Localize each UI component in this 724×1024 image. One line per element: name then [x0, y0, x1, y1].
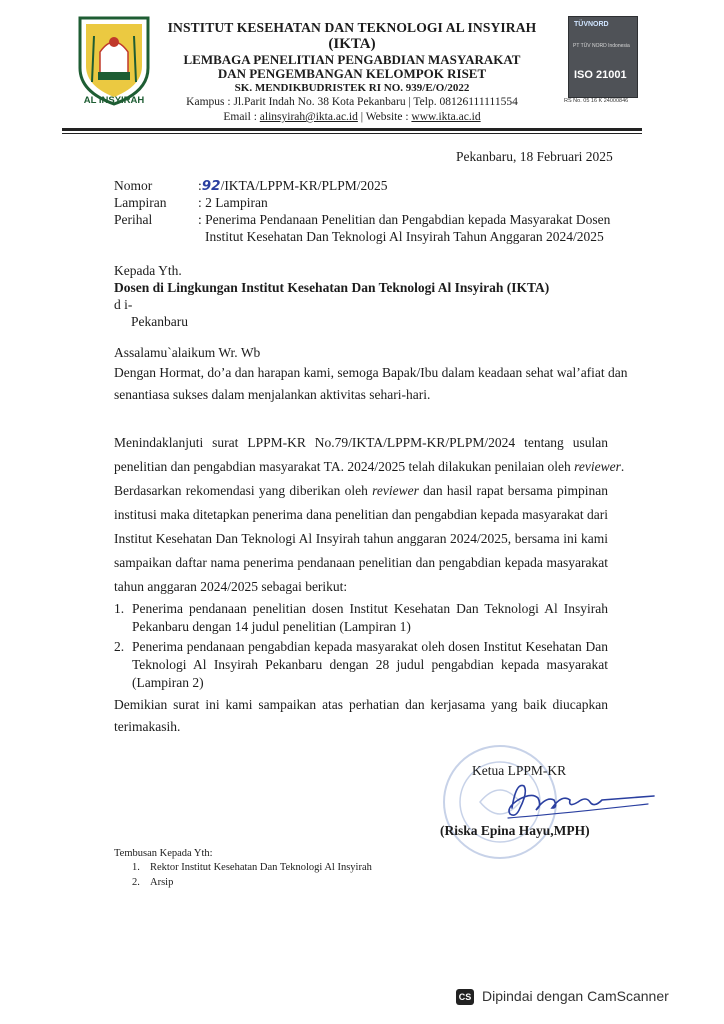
institution-abbreviation: (IKTA)	[328, 36, 376, 52]
number-rest: /IKTA/LPPM-KR/PLPM/2025	[220, 178, 388, 193]
cert-number: RS No. 05 16 K 24000846	[564, 98, 629, 104]
list-number-2: 2.	[114, 639, 125, 654]
cc-number-1: 1.	[132, 862, 140, 873]
cc-item-1: Rektor Institut Kesehatan Dan Teknologi Al Insyirah	[150, 862, 372, 873]
body-line-5: Institut Kesehatan Dan Teknologi Al Insyirah tahun anggaran 2024/2025, bersama ini kami	[114, 531, 608, 546]
signer-role: Ketua LPPM-KR	[472, 763, 567, 778]
contact-line	[162, 110, 542, 125]
place-date: Pekanbaru, 18 Februari 2025	[456, 149, 613, 164]
body-line-6: sampaikan daftar nama penerima pendanaan penelitian dan pengabdian kepada masyarakat	[114, 555, 608, 570]
cc-item-2: Arsip	[150, 877, 174, 888]
list-item-1-line-1: Penerima pendanaan penelitian dosen Institut Kesehatan Dan Teknologi Al Insyirah	[132, 601, 608, 616]
cert-iso: ISO 21001	[574, 69, 627, 81]
list-number-1: 1.	[114, 601, 125, 616]
address-line: Kampus : Jl.Parit Indah No. 38 Kota Pekanbaru | Telp. 08126111111554	[186, 96, 518, 108]
list-item-2-line-3: (Lampiran 2)	[132, 675, 204, 690]
body-line-7: tahun anggaran 2024/2025 sebagai berikut:	[114, 579, 348, 594]
institution-name: INSTITUT KESEHATAN DAN TEKNOLOGI AL INSYIRAH	[167, 20, 537, 35]
number-value: :92/IKTA/LPPM-KR/PLPM/2025	[198, 178, 388, 194]
header-divider-thick	[62, 128, 642, 131]
website-link[interactable]: www.ikta.ac.id	[411, 111, 481, 123]
recipient-name: Dosen di Lingkungan Institut Kesehatan Dan Teknologi Al Insyirah (IKTA)	[114, 280, 550, 295]
email-label: Email :	[223, 111, 260, 123]
closing-line-2: terimakasih.	[114, 719, 181, 734]
cc-title: Tembusan Kepada Yth:	[114, 848, 213, 859]
scanner-watermark	[440, 985, 724, 1011]
salutation: Assalamu`alaikum Wr. Wb	[114, 345, 261, 360]
cc-number-2: 2.	[132, 877, 140, 888]
department-line-1: LEMBAGA PENELITIAN PENGABDIAN MASYARAKAT	[183, 52, 521, 67]
reviewer-term: reviewer	[574, 459, 621, 474]
logo-caption: AL INSYIRAH	[83, 95, 145, 106]
body-line-2-end: .	[620, 459, 625, 474]
recipient-at: d i-	[114, 297, 133, 312]
institution-logo	[70, 12, 158, 108]
website-label: | Website :	[357, 111, 412, 123]
opening-line-2: senantiasa sukses dalam menjalankan aktivitas sehari-hari.	[114, 387, 431, 402]
number-label: Nomor	[114, 178, 153, 193]
subject-line-2: Institut Kesehatan Dan Teknologi Al Insyirah Tahun Anggaran 2024/2025	[205, 229, 604, 244]
body-line-2	[114, 458, 625, 476]
body-line-3	[114, 482, 608, 500]
opening-line-1: Dengan Hormat, do’a dan harapan kami, semoga Bapak/Ibu dalam keadaan sehat wal’afiat dan	[114, 365, 628, 380]
attachment-label: Lampiran	[114, 195, 167, 210]
email-link[interactable]: alinsyirah@ikta.ac.id	[259, 111, 358, 123]
recipient-greeting: Kepada Yth.	[114, 263, 182, 278]
body-line-3-text: Berdasarkan rekomendasi yang diberikan oleh	[114, 483, 373, 498]
list-item-1-line-2: Pekanbaru dengan 14 judul penelitian (Lampiran 1)	[132, 619, 411, 634]
department-line-2: DAN PENGEMBANGAN KELOMPOK RISET	[217, 66, 487, 81]
cert-brand: TÜVNORD	[574, 21, 609, 28]
reviewer-term: reviewer	[372, 483, 419, 498]
recipient-city: Pekanbaru	[131, 314, 188, 329]
handwritten-number: 92	[201, 178, 221, 194]
cert-company: PT TÜV NORD Indonesia	[573, 43, 630, 49]
camscanner-icon: CS	[456, 989, 474, 1005]
body-line-4: institusi maka ditetapkan penerima dana penelitian dan pengabdian kepada masyarakat dari	[114, 507, 608, 522]
subject-label: Perihal	[114, 212, 153, 227]
body-line-1: Menindaklanjuti surat LPPM-KR No.79/IKTA/LPPM-KR/PLPM/2024 tentang usulan	[114, 435, 608, 450]
iso-certification-badge	[568, 16, 638, 98]
subject-line-1: : Penerima Pendanaan Penelitian dan Pengabdian kepada Masyarakat Dosen	[198, 212, 611, 227]
letterhead-text	[162, 20, 542, 125]
list-item-2-line-2: Teknologi Al Insyirah Pekanbaru dengan 28 judul pengabdian kepada masyarakat	[132, 657, 608, 672]
header-divider-thin	[62, 133, 642, 134]
body-line-2-text: penelitian dan pengabdian masyarakat TA. 2024/2025 telah dilakukan penilaian oleh	[114, 459, 575, 474]
list-item-2-line-1: Penerima pendanaan pengabdian kepada masyarakat oleh dosen Institut Kesehatan Dan	[132, 639, 608, 654]
attachment-value: : 2 Lampiran	[198, 195, 268, 210]
handwritten-signature	[498, 778, 658, 820]
signer-name: (Riska Epina Hayu,MPH)	[440, 823, 590, 838]
closing-line-1: Demikian surat ini kami sampaikan atas perhatian dan kerjasama yang baik diucapkan	[114, 697, 608, 712]
scanner-label: Dipindai dengan CamScanner	[482, 988, 669, 1004]
decree-number: SK. MENDIKBUDRISTEK RI NO. 939/E/O/2022	[234, 82, 470, 94]
body-line-3-end: dan hasil rapat bersama pimpinan	[418, 483, 608, 498]
